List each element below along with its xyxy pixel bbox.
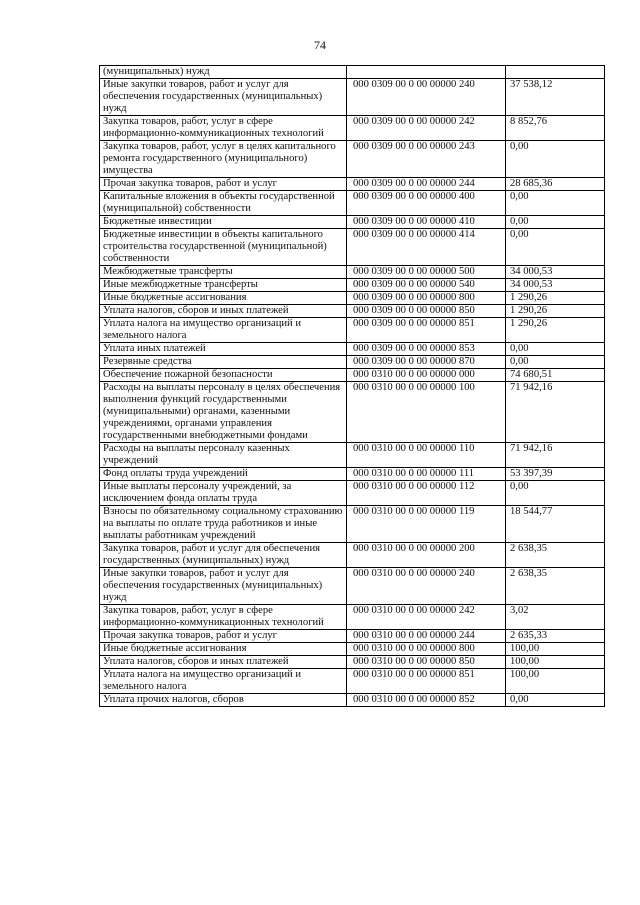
row-amount-cell xyxy=(506,66,605,79)
row-code-cell: 000 0310 00 0 00 00000 851 xyxy=(347,669,506,694)
row-amount-cell: 34 000,53 xyxy=(506,279,605,292)
row-code-cell: 000 0310 00 0 00 00000 111 xyxy=(347,468,506,481)
row-amount-cell: 3,02 xyxy=(506,605,605,630)
row-name-cell: (муниципальных) нужд xyxy=(100,66,347,79)
row-code-cell: 000 0310 00 0 00 00000 800 xyxy=(347,643,506,656)
row-amount-cell: 37 538,12 xyxy=(506,79,605,116)
row-name-cell: Иные выплаты персоналу учреждений, за исключением фонда оплаты труда xyxy=(100,481,347,506)
row-amount-cell: 53 397,39 xyxy=(506,468,605,481)
row-amount-cell: 34 000,53 xyxy=(506,266,605,279)
row-code-cell: 000 0309 00 0 00 00000 240 xyxy=(347,79,506,116)
row-code-cell: 000 0309 00 0 00 00000 410 xyxy=(347,216,506,229)
table-row xyxy=(100,443,605,468)
table-row xyxy=(100,643,605,656)
table-row xyxy=(100,178,605,191)
row-amount-cell: 0,00 xyxy=(506,343,605,356)
row-code-cell: 000 0310 00 0 00 00000 244 xyxy=(347,630,506,643)
row-code-cell: 000 0309 00 0 00 00000 851 xyxy=(347,318,506,343)
row-name-cell: Иные закупки товаров, работ и услуг для обеспечения государственных (муниципальных) нужд xyxy=(100,568,347,605)
table-row xyxy=(100,694,605,707)
row-amount-cell: 2 635,33 xyxy=(506,630,605,643)
row-name-cell: Закупка товаров, работ, услуг в целях капитального ремонта государственного (муниципального) имущества xyxy=(100,141,347,178)
row-code-cell: 000 0309 00 0 00 00000 853 xyxy=(347,343,506,356)
row-code-cell: 000 0310 00 0 00 00000 110 xyxy=(347,443,506,468)
row-amount-cell: 1 290,26 xyxy=(506,318,605,343)
page-number: 74 xyxy=(314,38,326,52)
row-code-cell: 000 0309 00 0 00 00000 400 xyxy=(347,191,506,216)
table-row xyxy=(100,279,605,292)
table-row xyxy=(100,369,605,382)
row-name-cell: Прочая закупка товаров, работ и услуг xyxy=(100,630,347,643)
row-amount-cell: 0,00 xyxy=(506,356,605,369)
row-code-cell: 000 0309 00 0 00 00000 414 xyxy=(347,229,506,266)
table-row xyxy=(100,506,605,543)
row-code-cell: 000 0310 00 0 00 00000 240 xyxy=(347,568,506,605)
row-code-cell: 000 0309 00 0 00 00000 540 xyxy=(347,279,506,292)
row-amount-cell: 71 942,16 xyxy=(506,382,605,443)
row-name-cell: Резервные средства xyxy=(100,356,347,369)
row-name-cell: Закупка товаров, работ и услуг для обеспечения государственных (муниципальных) нужд xyxy=(100,543,347,568)
row-amount-cell: 0,00 xyxy=(506,229,605,266)
row-code-cell: 000 0309 00 0 00 00000 800 xyxy=(347,292,506,305)
row-code-cell xyxy=(347,66,506,79)
row-name-cell: Капитальные вложения в объекты государственной (муниципальной) собственности xyxy=(100,191,347,216)
row-code-cell: 000 0310 00 0 00 00000 112 xyxy=(347,481,506,506)
row-name-cell: Расходы на выплаты персоналу казенных учреждений xyxy=(100,443,347,468)
table-row xyxy=(100,343,605,356)
row-name-cell: Иные бюджетные ассигнования xyxy=(100,643,347,656)
row-name-cell: Бюджетные инвестиции в объекты капитального строительства государственной (муниципальной) собственности xyxy=(100,229,347,266)
table-row xyxy=(100,669,605,694)
row-name-cell: Иные межбюджетные трансферты xyxy=(100,279,347,292)
row-amount-cell: 18 544,77 xyxy=(506,506,605,543)
table-row xyxy=(100,66,605,79)
table-row xyxy=(100,356,605,369)
table-row xyxy=(100,468,605,481)
row-amount-cell: 100,00 xyxy=(506,656,605,669)
row-name-cell: Прочая закупка товаров, работ и услуг xyxy=(100,178,347,191)
row-name-cell: Закупка товаров, работ, услуг в сфере информационно-коммуникационных технологий xyxy=(100,605,347,630)
row-code-cell: 000 0310 00 0 00 00000 119 xyxy=(347,506,506,543)
row-name-cell: Расходы на выплаты персоналу в целях обеспечения выполнения функций государственными (муниципальными) органами, казенными учреждениями, органами управления государственными внебюджетными фондами xyxy=(100,382,347,443)
row-name-cell: Закупка товаров, работ, услуг в сфере информационно-коммуникационных технологий xyxy=(100,116,347,141)
table-row xyxy=(100,116,605,141)
row-code-cell: 000 0309 00 0 00 00000 870 xyxy=(347,356,506,369)
row-name-cell: Уплата налога на имущество организаций и земельного налога xyxy=(100,669,347,694)
row-name-cell: Фонд оплаты труда учреждений xyxy=(100,468,347,481)
table-row xyxy=(100,305,605,318)
table-row xyxy=(100,630,605,643)
row-code-cell: 000 0309 00 0 00 00000 243 xyxy=(347,141,506,178)
row-amount-cell: 0,00 xyxy=(506,141,605,178)
row-amount-cell: 100,00 xyxy=(506,669,605,694)
row-code-cell: 000 0310 00 0 00 00000 100 xyxy=(347,382,506,443)
row-code-cell: 000 0309 00 0 00 00000 244 xyxy=(347,178,506,191)
table-row xyxy=(100,543,605,568)
row-amount-cell: 2 638,35 xyxy=(506,543,605,568)
table-row xyxy=(100,266,605,279)
table-row xyxy=(100,216,605,229)
row-code-cell: 000 0310 00 0 00 00000 852 xyxy=(347,694,506,707)
table-row xyxy=(100,141,605,178)
table-row xyxy=(100,605,605,630)
budget-table xyxy=(99,65,605,707)
row-amount-cell: 28 685,36 xyxy=(506,178,605,191)
row-amount-cell: 0,00 xyxy=(506,481,605,506)
row-name-cell: Бюджетные инвестиции xyxy=(100,216,347,229)
row-name-cell: Уплата иных платежей xyxy=(100,343,347,356)
row-name-cell: Иные закупки товаров, работ и услуг для обеспечения государственных (муниципальных) нужд xyxy=(100,79,347,116)
row-name-cell: Уплата прочих налогов, сборов xyxy=(100,694,347,707)
row-code-cell: 000 0310 00 0 00 00000 000 xyxy=(347,369,506,382)
table-row xyxy=(100,382,605,443)
row-code-cell: 000 0310 00 0 00 00000 200 xyxy=(347,543,506,568)
table-row xyxy=(100,318,605,343)
table-row xyxy=(100,79,605,116)
row-amount-cell: 0,00 xyxy=(506,191,605,216)
row-name-cell: Межбюджетные трансферты xyxy=(100,266,347,279)
row-name-cell: Уплата налогов, сборов и иных платежей xyxy=(100,305,347,318)
row-name-cell: Взносы по обязательному социальному страхованию на выплаты по оплате труда работников и иные выплаты работникам учреждений xyxy=(100,506,347,543)
row-amount-cell: 0,00 xyxy=(506,694,605,707)
row-name-cell: Уплата налогов, сборов и иных платежей xyxy=(100,656,347,669)
row-name-cell: Уплата налога на имущество организаций и земельного налога xyxy=(100,318,347,343)
row-code-cell: 000 0309 00 0 00 00000 500 xyxy=(347,266,506,279)
table-row xyxy=(100,292,605,305)
row-amount-cell: 8 852,76 xyxy=(506,116,605,141)
row-amount-cell: 71 942,16 xyxy=(506,443,605,468)
row-amount-cell: 0,00 xyxy=(506,216,605,229)
table-row xyxy=(100,656,605,669)
table-body xyxy=(100,66,605,707)
row-code-cell: 000 0309 00 0 00 00000 850 xyxy=(347,305,506,318)
row-code-cell: 000 0309 00 0 00 00000 242 xyxy=(347,116,506,141)
row-code-cell: 000 0310 00 0 00 00000 242 xyxy=(347,605,506,630)
row-code-cell: 000 0310 00 0 00 00000 850 xyxy=(347,656,506,669)
row-amount-cell: 2 638,35 xyxy=(506,568,605,605)
row-amount-cell: 100,00 xyxy=(506,643,605,656)
table-row xyxy=(100,481,605,506)
row-amount-cell: 1 290,26 xyxy=(506,305,605,318)
table-row xyxy=(100,229,605,266)
row-amount-cell: 1 290,26 xyxy=(506,292,605,305)
row-amount-cell: 74 680,51 xyxy=(506,369,605,382)
table-row xyxy=(100,191,605,216)
row-name-cell: Обеспечение пожарной безопасности xyxy=(100,369,347,382)
table-row xyxy=(100,568,605,605)
row-name-cell: Иные бюджетные ассигнования xyxy=(100,292,347,305)
